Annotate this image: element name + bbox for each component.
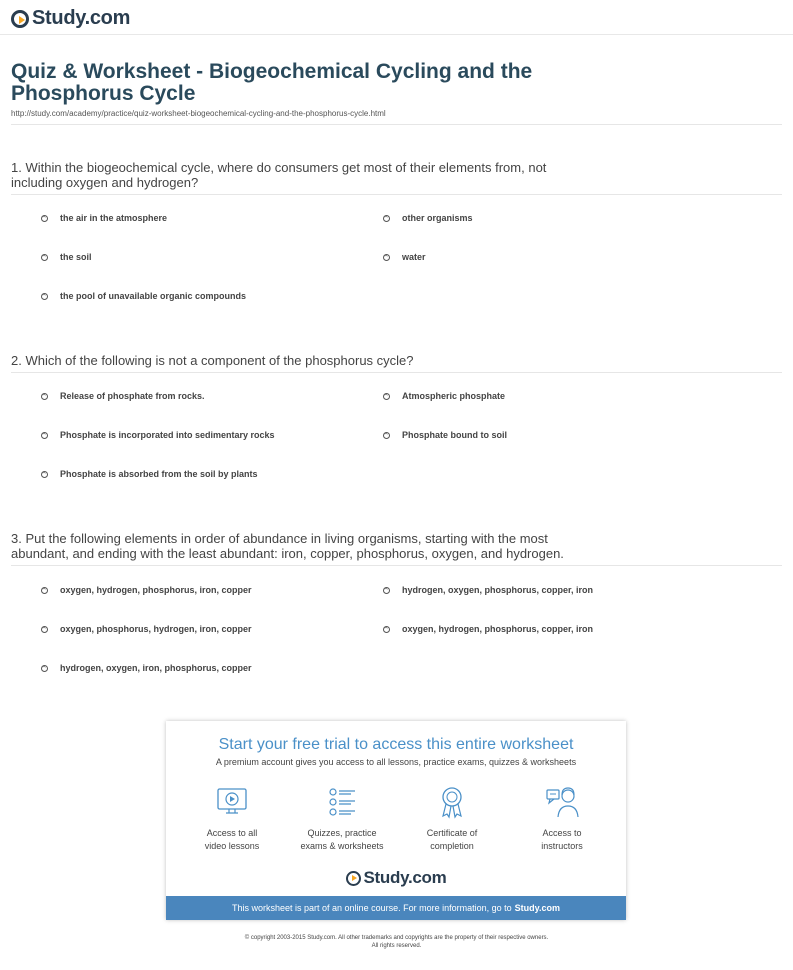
question-1-line-1: 1. Within the biogeochemical cycle, where do consumers get most of their elements from, not xyxy=(11,160,547,175)
feature-label-line-2: instructors xyxy=(541,841,583,851)
promo-info-bar xyxy=(166,896,626,920)
option-label: water xyxy=(402,252,426,262)
question-2 xyxy=(11,353,611,368)
option-label: the soil xyxy=(60,252,92,262)
promo-subheading: A premium account gives you access to all lessons, practice exams, quizzes & worksheets xyxy=(215,757,577,767)
promo-logo-text: Study.com xyxy=(363,868,447,887)
promo-logo xyxy=(166,868,626,888)
promo-bar-text: This worksheet is part of an online course. For more information, go to xyxy=(232,903,512,913)
radio-icon[interactable] xyxy=(41,626,48,633)
feature-label-line-2: completion xyxy=(430,841,474,851)
promo-bar-link[interactable]: Study.com xyxy=(514,903,560,913)
option-label: Phosphate bound to soil xyxy=(402,430,507,440)
radio-icon[interactable] xyxy=(383,215,390,222)
feature-label-line-1: Certificate of xyxy=(426,828,478,838)
option-label: the air in the atmosphere xyxy=(60,213,168,223)
certificate-icon xyxy=(435,785,469,819)
video-lesson-icon xyxy=(215,785,249,819)
q1-option-c[interactable] xyxy=(41,252,92,262)
radio-icon[interactable] xyxy=(41,665,48,672)
feature-label-line-1: Quizzes, practice xyxy=(307,828,377,838)
study-logo[interactable] xyxy=(11,7,130,30)
question-2-divider xyxy=(11,372,782,373)
free-trial-promo[interactable] xyxy=(166,721,626,920)
header-divider xyxy=(0,34,793,35)
option-label: hydrogen, oxygen, phosphorus, copper, iron xyxy=(402,585,594,595)
radio-icon[interactable] xyxy=(41,215,48,222)
q3-option-b[interactable] xyxy=(383,585,593,595)
radio-icon[interactable] xyxy=(41,254,48,261)
promo-heading[interactable]: Start your free trial to access this entire worksheet xyxy=(218,736,574,753)
q2-option-a[interactable] xyxy=(41,391,205,401)
question-1-line-2: including oxygen and hydrogen? xyxy=(11,175,199,190)
q1-option-d[interactable] xyxy=(383,252,426,262)
play-logo-icon xyxy=(11,10,29,28)
q3-option-a[interactable] xyxy=(41,585,252,595)
instructor-icon xyxy=(545,785,579,819)
question-2-line-1: 2. Which of the following is not a component of the phosphorus cycle? xyxy=(11,353,414,368)
q2-option-c[interactable] xyxy=(41,430,275,440)
question-1-divider xyxy=(11,194,782,195)
logo-text: Study.com xyxy=(32,7,131,29)
radio-icon[interactable] xyxy=(41,393,48,400)
feature-label-line-1: Access to xyxy=(542,828,582,838)
quiz-list-icon xyxy=(325,785,359,819)
radio-icon[interactable] xyxy=(383,393,390,400)
q3-option-c[interactable] xyxy=(41,624,252,634)
radio-icon[interactable] xyxy=(41,587,48,594)
page-url[interactable]: http://study.com/academy/practice/quiz-worksheet-biogeochemical-cycling-and-the-phosphorus-cycle.html xyxy=(11,109,386,118)
feature-label-line-2: exams & worksheets xyxy=(300,841,384,851)
option-label: the pool of unavailable organic compounds xyxy=(60,291,247,301)
footer-line-1: © copyright 2003-2015 Study.com. All other trademarks and copyrights are the property of their respective owners. xyxy=(244,935,549,941)
radio-icon[interactable] xyxy=(383,432,390,439)
feature-quizzes xyxy=(292,785,392,853)
question-3 xyxy=(11,531,611,561)
feature-certificate xyxy=(402,785,502,853)
title-divider xyxy=(11,124,782,125)
q3-option-e[interactable] xyxy=(41,663,252,673)
option-label: Phosphate is incorporated into sedimentary rocks xyxy=(60,430,275,440)
title-line-1: Quiz & Worksheet - Biogeochemical Cycling and the xyxy=(11,60,533,83)
option-label: oxygen, phosphorus, hydrogen, iron, copper xyxy=(60,624,252,634)
radio-icon[interactable] xyxy=(41,293,48,300)
option-label: oxygen, hydrogen, phosphorus, iron, copper xyxy=(60,585,252,595)
option-label: Atmospheric phosphate xyxy=(402,391,506,401)
title-line-2: Phosphorus Cycle xyxy=(11,82,196,105)
question-3-divider xyxy=(11,565,782,566)
option-label: Phosphate is absorbed from the soil by plants xyxy=(60,469,258,479)
radio-icon[interactable] xyxy=(41,432,48,439)
feature-instructors xyxy=(512,785,612,853)
page-title xyxy=(11,61,611,105)
feature-label-line-1: Access to all xyxy=(206,828,258,838)
question-1 xyxy=(11,160,611,190)
question-3-line-2: abundant, and ending with the least abundant: iron, copper, phosphorus, oxygen, and hydrogen. xyxy=(11,546,564,561)
radio-icon[interactable] xyxy=(41,471,48,478)
play-logo-icon xyxy=(346,871,361,886)
copyright-footer xyxy=(0,934,793,950)
radio-icon[interactable] xyxy=(383,587,390,594)
q1-option-e[interactable] xyxy=(41,291,246,301)
q2-option-e[interactable] xyxy=(41,469,258,479)
q2-option-b[interactable] xyxy=(383,391,505,401)
q1-option-b[interactable] xyxy=(383,213,473,223)
q1-option-a[interactable] xyxy=(41,213,167,223)
option-label: hydrogen, oxygen, iron, phosphorus, copper xyxy=(60,663,252,673)
option-label: other organisms xyxy=(402,213,473,223)
question-3-line-1: 3. Put the following elements in order of abundance in living organisms, starting with the most xyxy=(11,531,548,546)
q2-option-d[interactable] xyxy=(383,430,507,440)
q3-option-d[interactable] xyxy=(383,624,593,634)
footer-line-2: All rights reserved. xyxy=(371,943,422,949)
option-label: oxygen, hydrogen, phosphorus, copper, iron xyxy=(402,624,594,634)
feature-video-lessons xyxy=(182,785,282,853)
feature-label-line-2: video lessons xyxy=(204,841,260,851)
radio-icon[interactable] xyxy=(383,254,390,261)
option-label: Release of phosphate from rocks. xyxy=(60,391,205,401)
radio-icon[interactable] xyxy=(383,626,390,633)
